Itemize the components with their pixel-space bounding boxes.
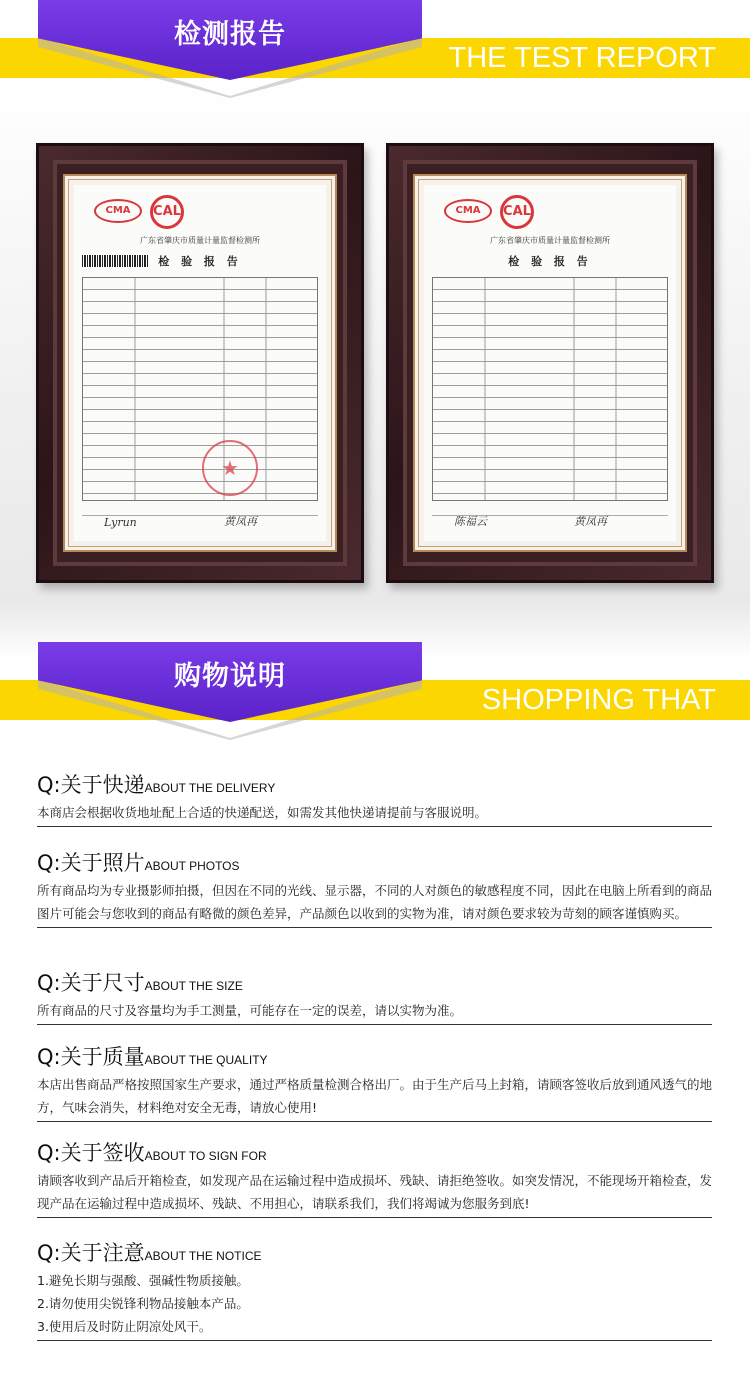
note-quality [37, 1044, 712, 1122]
note-question [37, 1044, 712, 1073]
list-item: 1.避免长期与强酸、强碱性物质接触。 [37, 1273, 249, 1288]
note-answer: 本商店会根据收货地址配上合适的快递配送，如需发其他快递请提前与客服说明。 [37, 805, 488, 820]
certificate-document-1 [74, 185, 326, 541]
cma-logo: CMA [94, 199, 142, 223]
frame-mat [63, 174, 337, 552]
cal-logo: CAL [500, 195, 534, 229]
note-notice [37, 1240, 712, 1341]
note-question [37, 1140, 712, 1169]
note-question-en: ABOUT THE QUALITY [144, 1053, 268, 1067]
note-divider [37, 826, 712, 827]
note-answer: 请顾客收到产品后开箱检查，如发现产品在运输过程中造成损坏、残缺、请拒绝签收。如突发情况，不能现场开箱检查，发现产品在运输过程中造成损坏、残缺、不用担心，请联系我们，我们将竭诚为您服务到底! [37, 1173, 713, 1211]
note-question-cn: Q:关于质量 [37, 1045, 145, 1069]
signature-b: 黄凤再 [224, 515, 257, 528]
note-divider [37, 1121, 712, 1122]
cal-logo: CAL [150, 195, 184, 229]
note-divider [37, 1340, 712, 1341]
certificate-table [82, 277, 318, 501]
certificate-title: 检 验 报 告 [158, 255, 242, 268]
signature-b: 黄凤再 [574, 515, 607, 528]
note-question [37, 970, 712, 999]
signature-a: Lyrun [104, 516, 137, 529]
note-question [37, 772, 712, 801]
note-answer: 本店出售商品严格按照国家生产要求，通过严格质量检测合格出厂。由于生产后马上封箱，请顾客签收后放到通风透气的地方，气味会消失，材料绝对安全无毒，请放心使用! [37, 1077, 713, 1115]
note-sign-for [37, 1140, 712, 1218]
note-question-en: ABOUT THE NOTICE [144, 1249, 262, 1263]
certificate-title: 检 验 报 告 [508, 255, 592, 268]
note-question [37, 1240, 712, 1269]
note-divider [37, 1217, 712, 1218]
list-item: 2.请勿使用尖锐锋利物品接触本产品。 [37, 1296, 249, 1311]
note-question-en: ABOUT THE SIZE [144, 979, 243, 993]
list-item: 3.使用后及时防止阴凉处风干。 [37, 1319, 212, 1334]
note-question-en: ABOUT PHOTOS [144, 859, 240, 873]
note-question-cn: Q:关于快递 [37, 773, 145, 797]
note-divider [37, 1024, 712, 1025]
certificate-frame-2 [386, 143, 714, 583]
test-report-title-cn: 检测报告 [174, 19, 286, 50]
certificate-frame-1 [36, 143, 364, 583]
certificate-table [432, 277, 668, 501]
signature-a: 陈福云 [454, 515, 487, 528]
frame-mat [413, 174, 687, 552]
certificate-org: 广东省肇庆市质量计量监督检测所 [140, 236, 260, 245]
shopping-title-en: SHOPPING THAT [481, 684, 716, 716]
cma-logo: CMA [444, 199, 492, 223]
note-delivery [37, 772, 712, 827]
note-answer: 所有商品的尺寸及容量均为手工测量，可能存在一定的误差，请以实物为准。 [37, 1003, 463, 1018]
note-question-cn: Q:关于照片 [37, 851, 145, 875]
note-question-cn: Q:关于注意 [37, 1241, 145, 1265]
note-divider [37, 927, 712, 928]
note-question-cn: Q:关于尺寸 [37, 971, 145, 995]
note-size [37, 970, 712, 1025]
notice-list [37, 1269, 712, 1338]
certificate-document-2 [424, 185, 676, 541]
shopping-banner [0, 642, 750, 752]
note-question [37, 850, 712, 879]
official-seal-icon [202, 440, 258, 496]
note-answer: 所有商品均为专业摄影师拍摄，但因在不同的光线、显示器，不同的人对颜色的敏感程度不同，因此在电脑上所看到的商品图片可能会与您收到的商品有略微的颜色差异，产品颜色以收到的实物为准，请对颜色要求较为苛刻的顾客谨慎购买。 [37, 883, 713, 921]
note-question-en: ABOUT THE DELIVERY [144, 781, 276, 795]
test-report-title-en: THE TEST REPORT [448, 42, 716, 74]
test-report-banner [0, 0, 750, 110]
note-question-cn: Q:关于签收 [37, 1141, 145, 1165]
note-question-en: ABOUT TO SIGN FOR [144, 1149, 267, 1163]
shopping-title-cn: 购物说明 [174, 661, 286, 692]
certificate-org: 广东省肇庆市质量计量监督检测所 [490, 236, 610, 245]
note-photos [37, 850, 712, 928]
